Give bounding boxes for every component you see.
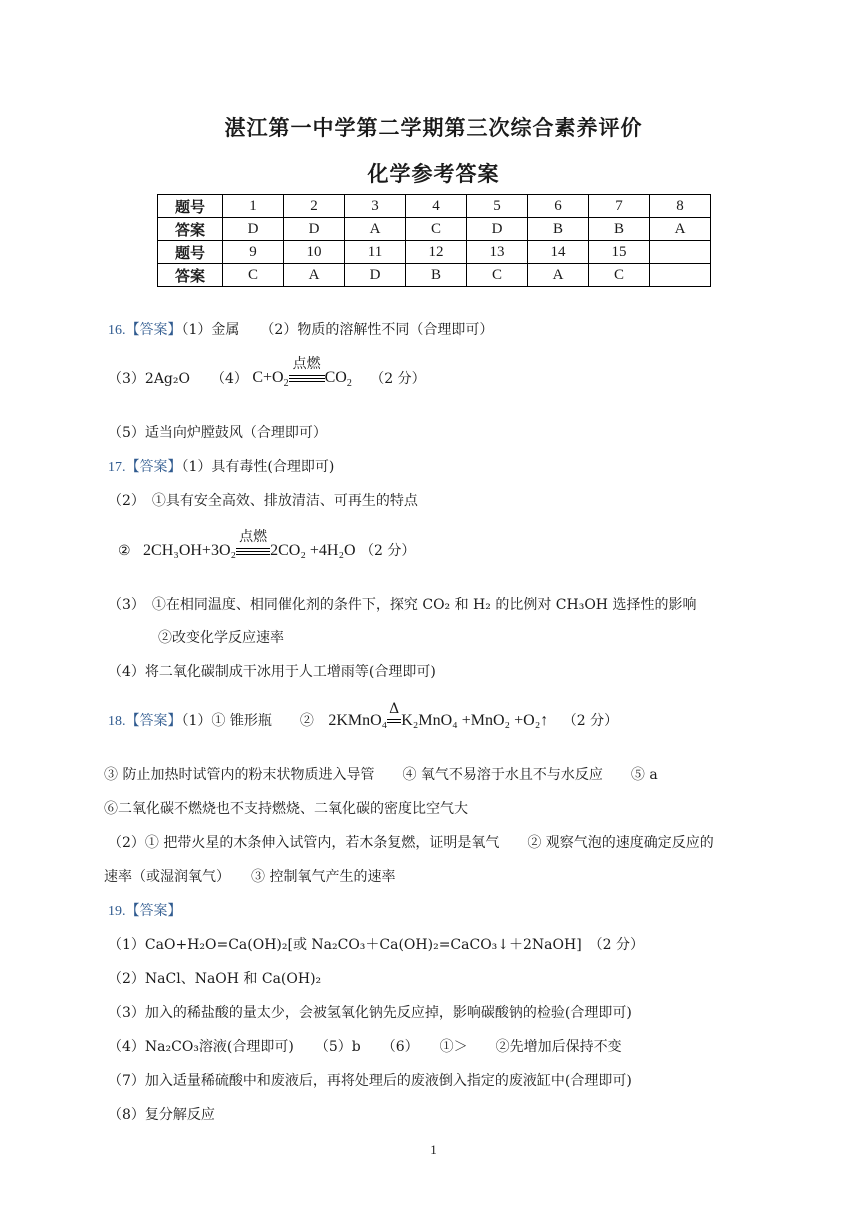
- table-cell: 10: [284, 241, 345, 264]
- q19-line-5: （4）Na₂CO₃溶液(合理即可) （5）b （6） ①＞ ②先增加后保持不变: [108, 1039, 622, 1055]
- equation: [328, 701, 549, 730]
- q16-part-3: （3）2Ag₂O （4）: [108, 371, 248, 387]
- eq-condition: 点燃: [239, 528, 268, 545]
- eq-prefix: ②: [118, 543, 131, 559]
- row-label: 答案: [158, 264, 223, 287]
- table-cell: 5: [467, 195, 528, 218]
- answer-tag: 【答案】: [125, 713, 182, 729]
- question-number: 17.: [108, 460, 126, 475]
- score: （2 分）: [562, 713, 619, 729]
- q16-line-1: [108, 319, 493, 339]
- table-cell: D: [284, 218, 345, 241]
- q18-line-5: 速率（或湿润氧气） ③ 控制氧气产生的速率: [104, 869, 396, 885]
- row-label: 题号: [158, 195, 223, 218]
- table-cell: 8: [650, 195, 711, 218]
- table-cell: 3: [345, 195, 406, 218]
- equation: $C+O_2$ 点燃 $CO_2$: [252, 369, 351, 389]
- q18-line-2: ③ 防止加热时试管内的粉末状物质进入导管 ④ 氧气不易溶于水且不与水反应 ⑤ a: [104, 767, 658, 783]
- question-number: 16.: [108, 323, 126, 338]
- q18-part-1: （1）① 锥形瓶 ②: [181, 713, 314, 729]
- table-row: [158, 218, 711, 241]
- score: （2 分）: [360, 543, 416, 559]
- eq-equals: [387, 701, 401, 725]
- answer-tag: 【答案】: [125, 903, 182, 919]
- eq-condition: Δ: [389, 701, 400, 718]
- q19-line-4: （3）加入的稀盐酸的量太少，会被氢氧化钠先反应掉，影响碳酸钠的检验(合理即可): [108, 1005, 632, 1021]
- table-row: [158, 195, 711, 218]
- q17-line-2: （2） ①具有安全高效、排放清洁、可再生的特点: [108, 493, 418, 509]
- eq-equals: [289, 355, 325, 384]
- eq-left: 2CH₃OH+3O₂: [143, 542, 237, 559]
- q19-line-6: （7）加入适量稀硫酸中和废液后，再将处理后的废液倒入指定的废液缸中(合理即可): [108, 1073, 632, 1089]
- row-label: 答案: [158, 218, 223, 241]
- table-cell: 12: [406, 241, 467, 264]
- eq-right: K₂MnO₄ +MnO₂ +O₂↑: [401, 712, 549, 729]
- table-cell: 9: [223, 241, 284, 264]
- q17-line-1: [108, 456, 334, 476]
- q16-line-3: （5）适当向炉膛鼓风（合理即可）: [108, 425, 327, 441]
- table-cell: C: [467, 264, 528, 287]
- score: （2 分）: [370, 371, 426, 387]
- table-cell: 7: [589, 195, 650, 218]
- eq-left: C+O: [252, 368, 284, 386]
- table-row: [158, 264, 711, 287]
- question-number: 18.: [108, 714, 126, 729]
- table-cell: B: [589, 218, 650, 241]
- q17-line-3: （3） ①在相同温度、相同催化剂的条件下，探究 CO₂ 和 H₂ 的比例对 CH₃OH 选择性的影响: [108, 597, 697, 613]
- q17-part-1: （1）具有毒性(合理即可): [181, 459, 335, 475]
- table-cell: 11: [345, 241, 406, 264]
- table-cell: D: [345, 264, 406, 287]
- q17-line-4: ②改变化学反应速率: [158, 630, 284, 646]
- table-cell: 1: [223, 195, 284, 218]
- table-cell: [650, 264, 711, 287]
- q18-line-1: [108, 701, 619, 730]
- table-cell: A: [650, 218, 711, 241]
- table-cell: 4: [406, 195, 467, 218]
- table-cell: 2: [284, 195, 345, 218]
- table-cell: D: [467, 218, 528, 241]
- q19-line-7: （8）复分解反应: [108, 1107, 215, 1123]
- table-cell: A: [528, 264, 589, 287]
- page-number: 1: [430, 1142, 437, 1157]
- table-cell: B: [406, 264, 467, 287]
- q19-line-1: [108, 900, 182, 920]
- table-cell: 14: [528, 241, 589, 264]
- table-cell: 6: [528, 195, 589, 218]
- document-subtitle: 化学参考答案: [367, 161, 500, 186]
- row-label: 题号: [158, 241, 223, 264]
- eq-right: CO: [324, 368, 347, 386]
- q19-line-3: （2）NaCl、NaOH 和 Ca(OH)₂: [108, 971, 322, 987]
- table-cell: A: [345, 218, 406, 241]
- table-cell: [650, 241, 711, 264]
- q16-line-2: [108, 355, 426, 390]
- table-cell: C: [223, 264, 284, 287]
- table-cell: 15: [589, 241, 650, 264]
- table-cell: A: [284, 264, 345, 287]
- q17-line-5: （4）将二氧化碳制成干冰用于人工增雨等(合理即可): [108, 664, 436, 680]
- table-cell: C: [406, 218, 467, 241]
- eq-equals: [236, 528, 270, 557]
- q18-line-4: （2）① 把带火星的木条伸入试管内，若木条复燃，证明是氧气 ② 观察气泡的速度确定反应的: [108, 835, 714, 851]
- eq-right: 2CO₂ +4H₂O: [270, 542, 356, 559]
- q16-part-1: （1）金属 （2）物质的溶解性不同（合理即可）: [181, 322, 494, 338]
- q17-equation-line: [118, 528, 416, 560]
- eq-condition: 点燃: [292, 355, 321, 372]
- table-cell: D: [223, 218, 284, 241]
- answer-tag: 【答案】: [125, 322, 182, 338]
- eq-left: 2KMnO₄: [328, 712, 388, 729]
- table-cell: B: [528, 218, 589, 241]
- q19-line-2: （1）CaO+H₂O=Ca(OH)₂[或 Na₂CO₃＋Ca(OH)₂=CaCO₃↓＋2NaOH] （2 分）: [108, 937, 645, 953]
- table-cell: C: [589, 264, 650, 287]
- table-row: [158, 241, 711, 264]
- document-title: 湛江第一中学第二学期第三次综合素养评价: [224, 115, 643, 140]
- answer-table: [157, 194, 711, 287]
- equation: [143, 528, 356, 560]
- table-cell: 13: [467, 241, 528, 264]
- question-number: 19.: [108, 904, 126, 919]
- answer-tag: 【答案】: [125, 459, 182, 475]
- q18-line-3: ⑥二氧化碳不燃烧也不支持燃烧、二氧化碳的密度比空气大: [104, 801, 468, 817]
